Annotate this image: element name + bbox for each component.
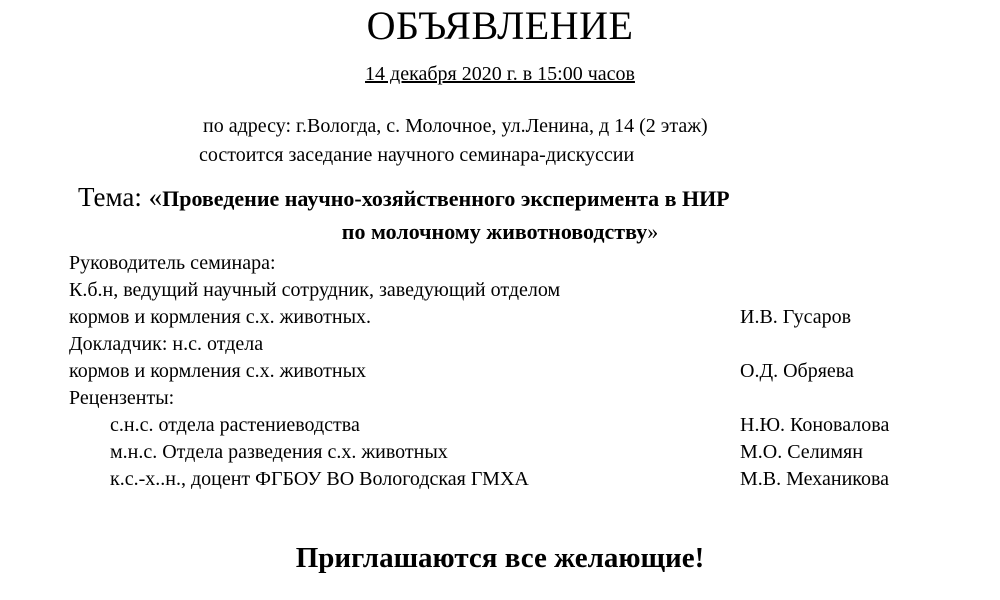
reviewer-position: м.н.с. Отдела разведения с.х. животных	[110, 441, 448, 463]
speaker-name: О.Д. Обряева	[740, 360, 854, 382]
topic-line-2	[0, 217, 1000, 247]
event-address: по адресу: г.Вологда, с. Молочное, ул.Ленина, д 14 (2 этаж)	[203, 115, 708, 137]
reviewer-position: с.н.с. отдела растениеводства	[110, 414, 360, 436]
event-date-text: 14 декабря 2020 г. в 15:00 часов	[365, 63, 635, 85]
leader-heading: Руководитель семинара:	[69, 252, 276, 274]
reviewer-position: к.с.-х..н., доцент ФГБОУ ВО Вологодская ГМХА	[110, 468, 529, 490]
topic-title-line-2: по молочному животноводству	[341, 219, 648, 244]
event-date	[0, 62, 1000, 86]
reviewer-name: М.В. Механикова	[740, 468, 890, 490]
reviewer-name: Н.Ю. Коновалова	[740, 414, 890, 436]
leader-position-line-2: кормов и кормления с.х. животных.	[69, 306, 372, 328]
topic-close-quote: »	[647, 219, 659, 244]
reviewers-heading: Рецензенты:	[69, 387, 175, 409]
topic-label: Тема:	[78, 182, 142, 212]
leader-name: И.В. Гусаров	[740, 306, 852, 328]
topic-title-line-1: Проведение научно-хозяйственного эксперимента в НИР	[162, 186, 730, 211]
reviewer-name: М.О. Селимян	[740, 441, 863, 463]
speaker-line-2: кормов и кормления с.х. животных	[69, 360, 367, 382]
page-title: ОБЪЯВЛЕНИЕ	[366, 3, 634, 48]
speaker-line-1: Докладчик: н.с. отдела	[69, 333, 264, 355]
topic-open-quote: «	[148, 182, 163, 212]
topic-line-1	[78, 180, 730, 216]
leader-position-line-1: К.б.н, ведущий научный сотрудник, заведующий отделом	[69, 279, 561, 301]
event-description: состоится заседание научного семинара-дискуссии	[199, 144, 635, 166]
invitation-footer: Приглашаются все желающие!	[295, 542, 705, 574]
